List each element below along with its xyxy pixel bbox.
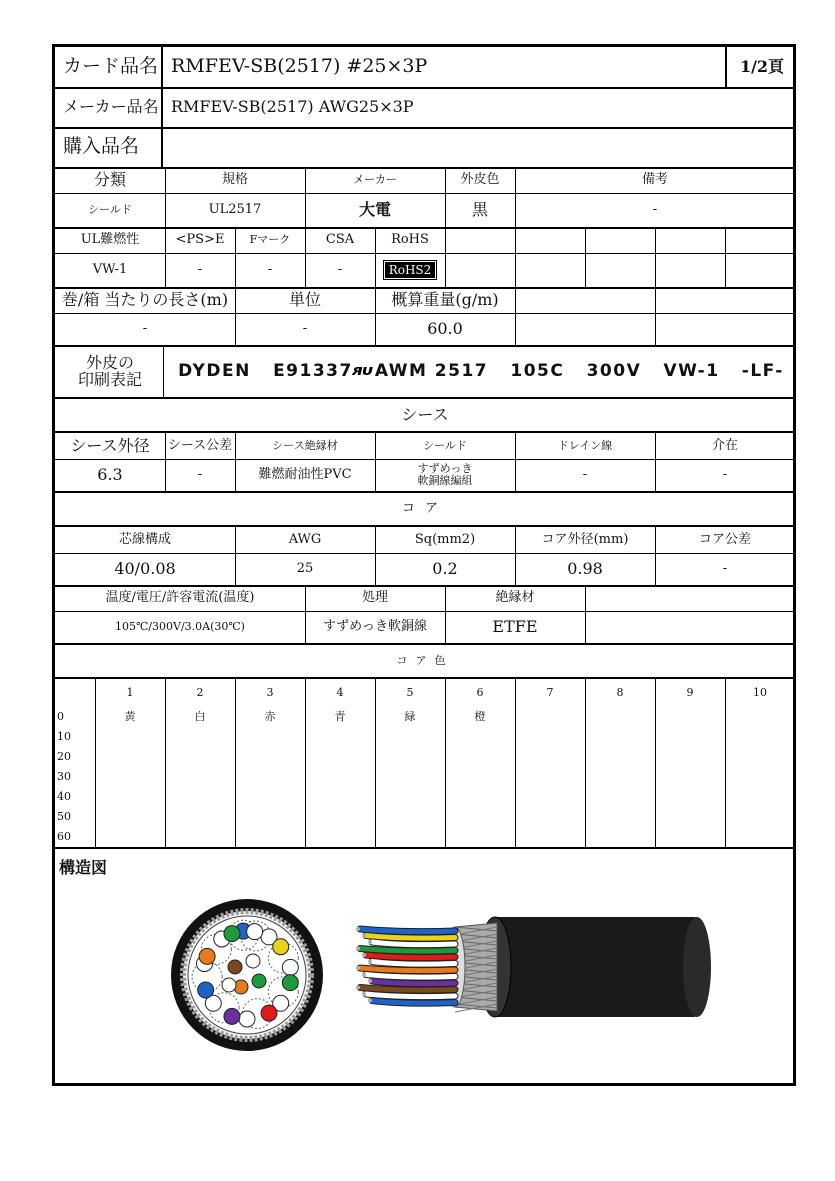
rule-line — [585, 679, 586, 847]
color-row-header: 20 — [57, 750, 71, 764]
rule-line — [305, 679, 306, 847]
wire-core — [360, 968, 455, 971]
core-conductor — [224, 926, 240, 942]
insulation-value: ETFE — [492, 616, 538, 636]
rule-line — [235, 525, 236, 585]
strand-value: 40/0.08 — [114, 558, 176, 578]
print-text-left: DYDEN E91337 — [178, 361, 353, 382]
core-conductor — [199, 948, 215, 964]
card-name-label: カード品名 — [63, 55, 159, 78]
rule-line — [515, 287, 516, 345]
strand-header: 芯線構成 — [118, 532, 171, 548]
rule-line — [515, 167, 516, 227]
rule-line — [235, 679, 236, 847]
class-header: 分類 — [93, 169, 126, 189]
core-conductor — [198, 982, 214, 998]
color-col-header: 3 — [266, 686, 274, 700]
core-od-header: コア外径(mm) — [541, 532, 629, 548]
rule-line — [725, 227, 726, 287]
rule-line — [725, 679, 726, 847]
wire-tip — [356, 927, 360, 931]
rule-line — [165, 227, 166, 287]
sq-value: 0.2 — [432, 558, 458, 578]
rule-line — [55, 193, 795, 194]
color-col-header: 6 — [476, 686, 484, 700]
rule-line — [445, 227, 446, 287]
rule-line — [655, 431, 656, 491]
filler-header: 介在 — [711, 438, 738, 454]
color-row-header: 50 — [57, 810, 71, 824]
color-row-header: 0 — [57, 710, 64, 724]
rule-line — [55, 643, 793, 645]
wire-tip — [368, 940, 372, 944]
rule-line — [55, 87, 793, 89]
sheath-title: シース — [401, 404, 449, 424]
pse-header: <PS>E — [175, 232, 225, 248]
maker-name-value: RMFEV-SB(2517) AWG25×3P — [171, 96, 414, 116]
length-value: - — [142, 321, 148, 337]
rule-line — [375, 287, 376, 345]
rule-line — [515, 525, 516, 585]
rule-line — [55, 287, 793, 289]
rule-line — [161, 47, 163, 167]
rule-line — [305, 585, 306, 643]
sq-header: Sq(mm2) — [414, 532, 476, 548]
inner-core — [222, 978, 236, 992]
rule-line — [655, 525, 656, 585]
rule-line — [55, 313, 795, 314]
shield-value-line2: 軟銅線編組 — [417, 474, 473, 487]
core-color-cell: 橙 — [474, 710, 486, 724]
rule-line — [585, 227, 586, 287]
maker-name-label: メーカー品名 — [63, 96, 159, 116]
spec-sheet — [52, 44, 796, 1086]
standard-header: 規格 — [221, 172, 248, 188]
sheath-tol-header: シース公差 — [167, 438, 233, 454]
wire-core — [372, 942, 455, 945]
unit-header: 単位 — [288, 289, 321, 309]
rule-line — [725, 47, 727, 87]
rule-line — [445, 167, 446, 227]
drain-header: ドレイン線 — [557, 439, 613, 453]
wire-core — [360, 949, 455, 952]
jacket-end — [683, 917, 711, 1017]
color-row-header: 30 — [57, 770, 71, 784]
rating-value: 105℃/300V/3.0A(30℃) — [115, 620, 245, 634]
print-label — [55, 347, 165, 397]
color-col-header: 10 — [753, 686, 767, 700]
inner-core — [252, 974, 266, 988]
core-color-title: コア色 — [396, 654, 454, 668]
rule-line — [165, 679, 166, 847]
core-color-cell: 赤 — [264, 710, 276, 724]
rule-line — [55, 585, 793, 587]
wire-tip — [368, 979, 372, 983]
rule-line — [515, 227, 516, 287]
rule-line — [55, 345, 793, 347]
rule-line — [445, 585, 446, 643]
wire-core — [366, 955, 455, 958]
core-conductor — [282, 975, 298, 991]
core-color-cell: 黄 — [124, 710, 136, 724]
wire-tip — [368, 999, 372, 1003]
rule-line — [55, 525, 793, 527]
inner-core — [246, 954, 260, 968]
purchase-name-value — [163, 127, 731, 167]
rule-line — [165, 167, 166, 227]
purchase-name-label: 購入品名 — [63, 135, 140, 158]
rule-line — [55, 397, 793, 399]
core-od-value: 0.98 — [567, 558, 603, 578]
shield-value — [375, 459, 515, 491]
awg-header: AWG — [288, 532, 322, 548]
cable-cross-section-drawing — [167, 895, 337, 1055]
print-label-line1: 外皮の — [85, 353, 134, 373]
remarks-header: 備考 — [641, 172, 668, 188]
ul-flame-value: VW-1 — [92, 262, 128, 278]
rule-line — [305, 167, 306, 227]
rule-line — [375, 431, 376, 491]
ul-recognized-icon — [351, 362, 377, 382]
color-col-header: 7 — [546, 686, 554, 700]
insulation-header: 絶縁材 — [495, 590, 535, 606]
structure-title: 構造図 — [59, 857, 108, 877]
rule-line — [55, 127, 793, 129]
wire-core — [366, 994, 455, 997]
weight-value: 60.0 — [427, 318, 463, 338]
color-col-header: 8 — [616, 686, 624, 700]
core-conductor — [239, 1011, 255, 1027]
core-color-cell: 白 — [194, 710, 206, 724]
core-tol-header: コア公差 — [698, 532, 751, 548]
sheath-insul-header: シース絶縁材 — [272, 439, 338, 453]
rule-line — [235, 227, 236, 287]
maker-value: 大電 — [358, 199, 391, 219]
rule-line — [235, 287, 236, 345]
wire-tip — [356, 986, 360, 990]
wire-core — [372, 981, 455, 984]
color-row-header: 40 — [57, 790, 71, 804]
jacket-body — [495, 917, 706, 1017]
drain-value: - — [582, 467, 588, 483]
wire-core — [360, 988, 455, 991]
wire-core — [360, 929, 455, 932]
rule-line — [235, 431, 236, 491]
wire-tip — [362, 934, 366, 938]
rule-line — [55, 491, 793, 493]
core-conductor — [273, 939, 289, 955]
rule-line — [305, 227, 306, 287]
rule-line — [163, 345, 164, 397]
core-color-cell — [585, 707, 655, 727]
color-col-header: 4 — [336, 686, 344, 700]
color-col-header: 1 — [126, 686, 134, 700]
jacket-color-value: 黒 — [471, 199, 488, 219]
rule-line — [655, 227, 656, 287]
rule-line — [55, 253, 795, 254]
wire-tip — [362, 973, 366, 977]
print-text — [167, 347, 795, 397]
wire-tip — [368, 960, 372, 964]
shield-header: シールド — [423, 439, 467, 453]
ul-flame-header: UL難燃性 — [80, 232, 140, 248]
wire-tip — [356, 947, 360, 951]
page-number: 1/2頁 — [739, 56, 785, 76]
cable-side-view-drawing — [345, 887, 725, 1047]
rohs-header: RoHS — [391, 232, 429, 248]
rule-line — [165, 431, 166, 491]
print-text-right: AWM 2517 105C 300V VW-1 -LF- — [374, 361, 784, 382]
csa-value: - — [337, 262, 343, 278]
jacket-color-header: 外皮色 — [460, 172, 500, 188]
treatment-value: すずめっき軟銅線 — [322, 619, 427, 635]
filler-value: - — [722, 467, 728, 483]
ul-mark-icon — [352, 362, 376, 378]
core-color-cell: 青 — [334, 710, 346, 724]
color-col-header: 5 — [406, 686, 414, 700]
core-conductor — [224, 1008, 240, 1024]
f-mark-header: Fマーク — [249, 233, 291, 247]
wire-core — [372, 1001, 455, 1004]
color-col-header: 2 — [196, 686, 204, 700]
core-color-cell: 緑 — [404, 710, 416, 724]
sheath-od-header: シース外径 — [70, 435, 150, 455]
rule-line — [445, 679, 446, 847]
class-value: シールド — [88, 203, 132, 217]
core-color-cell — [725, 707, 795, 727]
rule-line — [655, 287, 656, 345]
core-tol-value: - — [722, 561, 728, 577]
sheath-tol-value: - — [197, 467, 203, 483]
inner-core — [228, 960, 242, 974]
maker-header: メーカー — [353, 173, 397, 187]
shield-value-line1: すずめっき — [417, 462, 473, 476]
rule-line — [375, 679, 376, 847]
wire-tip — [356, 966, 360, 970]
rohs-value-cell — [375, 253, 445, 287]
sheath-od-value: 6.3 — [97, 464, 123, 484]
wire-tip — [362, 992, 366, 996]
core-conductor — [247, 924, 263, 940]
rule-line — [55, 459, 795, 460]
rule-line — [55, 553, 795, 554]
color-col-header: 9 — [686, 686, 694, 700]
svg-text:ᴜ: ᴜ — [361, 362, 374, 379]
rule-line — [655, 679, 656, 847]
rule-line — [55, 847, 793, 849]
treatment-header: 処理 — [361, 590, 388, 606]
awg-value: 25 — [296, 561, 314, 577]
standard-value: UL2517 — [208, 202, 262, 218]
f-mark-value: - — [267, 262, 273, 278]
rule-line — [515, 431, 516, 491]
card-name-value: RMFEV-SB(2517) #25×3P — [171, 55, 428, 78]
weight-header: 概算重量(g/m) — [391, 289, 499, 309]
rule-line — [55, 611, 795, 612]
rule-line — [585, 585, 586, 643]
remarks-value: - — [652, 202, 658, 218]
rule-line — [95, 679, 96, 847]
core-color-cell — [515, 707, 585, 727]
wire-core — [372, 962, 455, 965]
core-title: コア — [401, 501, 448, 517]
rohs2-badge: RoHS2 — [384, 261, 437, 280]
color-row-header: 10 — [57, 730, 71, 744]
csa-header: CSA — [325, 232, 355, 248]
wire-core — [366, 975, 455, 978]
unit-value: - — [302, 321, 308, 337]
svg-text:ᴙ: ᴙ — [351, 362, 365, 379]
core-conductor — [282, 959, 298, 975]
length-header: 巻/箱 当たりの長さ(m) — [61, 289, 229, 309]
rating-header: 温度/電圧/許容電流(温度) — [105, 590, 255, 606]
rule-line — [515, 679, 516, 847]
wire-tip — [362, 953, 366, 957]
color-row-header: 60 — [57, 830, 71, 844]
sheath-insul-value: 難燃耐油性PVC — [258, 467, 352, 483]
wire-core — [366, 936, 455, 939]
core-conductor — [261, 1005, 277, 1021]
pse-value: - — [197, 262, 203, 278]
rule-line — [375, 227, 376, 287]
rule-line — [375, 525, 376, 585]
core-color-cell — [655, 707, 725, 727]
print-label-line2: 印刷表記 — [77, 370, 142, 389]
